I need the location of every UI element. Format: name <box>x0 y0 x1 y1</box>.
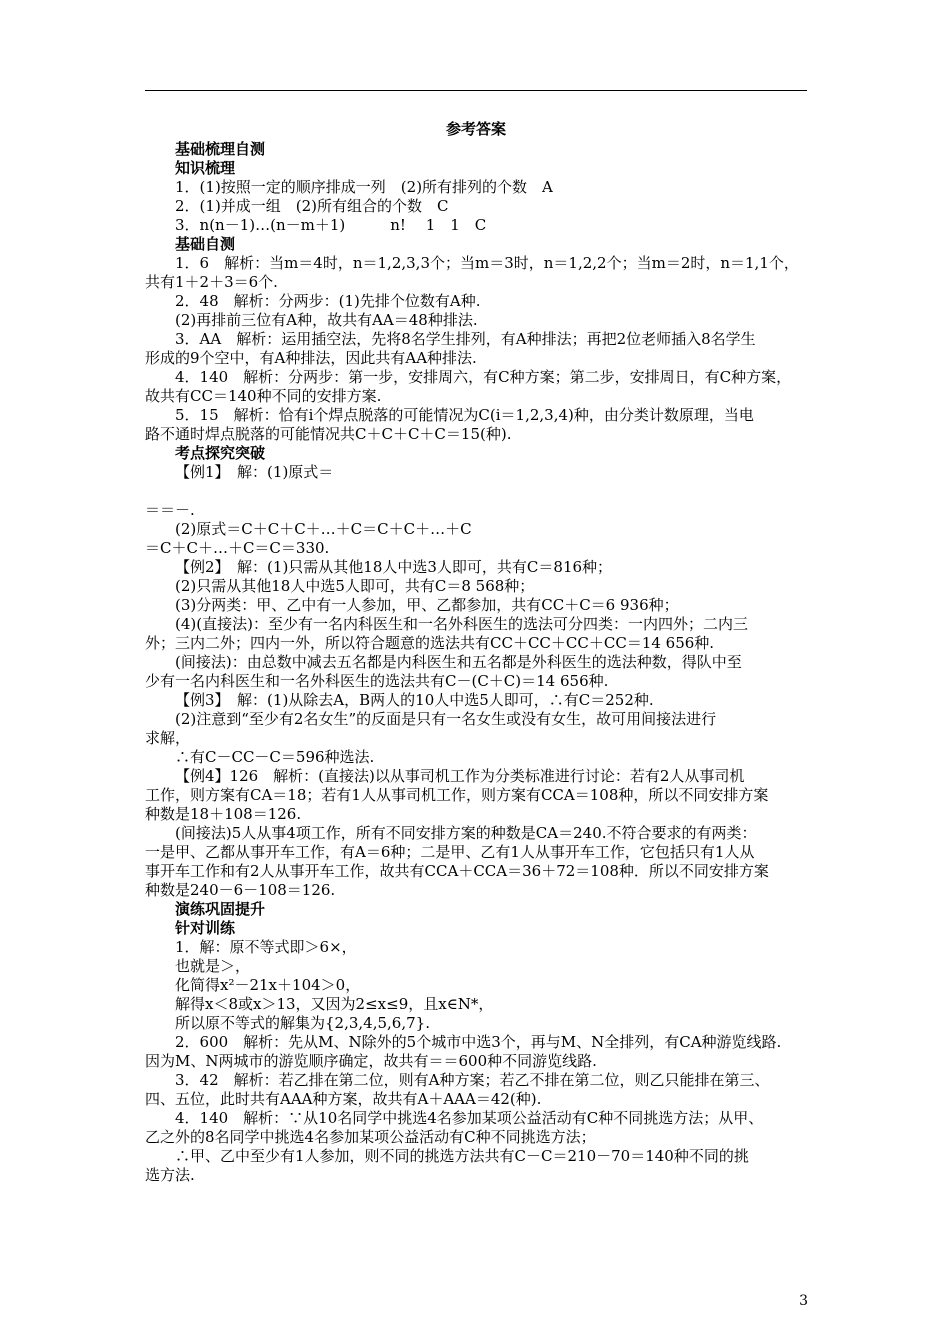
text-line: ∴有C－CC－C＝596种选法. <box>175 748 375 766</box>
section-heading: 考点探究突破 <box>175 444 266 462</box>
text-line: 四、五位，此时共有AAA种方案，故共有A＋AAA＝42(种). <box>145 1090 542 1108</box>
section-heading: 基础梳理自测 <box>175 140 266 158</box>
blank-line <box>145 482 807 501</box>
text-line: (3)分两类：甲、乙中有一人参加，甲、乙都参加，共有CC＋C＝6 936种； <box>175 596 679 614</box>
text-line: (2)原式＝C＋C＋C＋…＋C＝C＋C＋…＋C <box>175 520 472 538</box>
text-line: 解得x＜8或x＞13，又因为2≤x≤9，且x∈N*， <box>175 995 494 1013</box>
text-line: (2)注意到“至少有2名女生”的反面是只有一名女生或没有女生，故可用间接法进行 <box>175 710 717 728</box>
text-line: 2．48 解析：分两步：(1)先排个位数有A种. <box>175 292 481 310</box>
page-title: 参考答案 <box>445 120 506 138</box>
text-line: 共有1＋2＋3＝6个. <box>145 273 278 291</box>
text-line: 4．140 解析：分两步：第一步，安排周六，有C种方案；第二步，安排周日，有C种方案， <box>175 368 792 386</box>
text-line: 1．(1)按照一定的顺序排成一列 (2)所有排列的个数 A <box>175 178 553 196</box>
section-heading: 知识梳理 <box>175 159 236 177</box>
text-line: ＝C＋C＋…＋C＝C＝330. <box>145 539 330 557</box>
text-line: 3．AA 解析：运用插空法，先将8名学生排列，有A种排法；再把2位老师插入8名学生 <box>175 330 756 348</box>
text-line: 化简得x²－21x＋104＞0， <box>175 976 361 994</box>
text-line: (间接法)5人从事4项工作，所有不同安排方案的种数是CA＝240.不符合要求的有两类： <box>175 824 757 842</box>
text-line: 【例1】 解：(1)原式＝ <box>175 463 334 481</box>
text-line: (2)再排前三位有A种，故共有AA＝48种排法. <box>175 311 478 329</box>
section-heading: 基础自测 <box>175 235 236 253</box>
text-line: 因为M、N两城市的游览顺序确定，故共有＝＝600种不同游览线路. <box>145 1052 597 1070</box>
text-line: 所以原不等式的解集为{2,3,4,5,6,7}. <box>175 1014 430 1032</box>
answer-page <box>145 116 807 1185</box>
text-line: 3．n(n－1)…(n－m＋1) n! 1 1 C <box>175 216 487 234</box>
section-heading: 演练巩固提升 <box>175 900 266 918</box>
text-line: 【例4】126 解析：(直接法)以从事司机工作为分类标准进行讨论：若有2人从事司机 <box>175 767 745 785</box>
answer-body <box>145 140 807 1185</box>
text-line: 也就是＞， <box>175 957 251 975</box>
text-line: (4)(直接法)：至少有一名内科医生和一名外科医生的选法可分四类：一内四外；二内三 <box>175 615 748 633</box>
text-line: 事开车工作和有2人从事开车工作，故共有CCA＋CCA＝36＋72＝108种．所以不同安排方案 <box>145 862 769 880</box>
section-heading: 针对训练 <box>175 919 236 937</box>
header-rule <box>145 90 807 91</box>
text-line: 5．15 解析：恰有i个焊点脱落的可能情况为C(i＝1,2,3,4)种，由分类计数原理，当电 <box>175 406 754 424</box>
text-line: 2．600 解析：先从M、N除外的5个城市中选3个，再与M、N全排列，有CA种游览线路. <box>175 1033 782 1051</box>
text-line: 选方法. <box>145 1166 195 1184</box>
text-line: (2)只需从其他18人中选5人即可，共有C＝8 568种； <box>175 577 535 595</box>
text-line: ＝＝－. <box>145 501 195 519</box>
text-line: 求解， <box>145 729 191 747</box>
text-line: 少有一名内科医生和一名外科医生的选法共有C－(C＋C)＝14 656种. <box>145 672 609 690</box>
text-line: 1．6 解析：当m＝4时，n＝1,2,3,3个；当m＝3时，n＝1,2,2个；当m＝2时，n＝1,1个， <box>175 254 799 272</box>
text-line: 形成的9个空中，有A种排法，因此共有AA种排法. <box>145 349 477 367</box>
page-number: 3 <box>799 1293 808 1309</box>
text-line: 种数是18＋108＝126. <box>145 805 302 823</box>
text-line: 4．140 解析：∵从10名同学中挑选4名参加某项公益活动有C种不同挑选方法；从甲、 <box>175 1109 764 1127</box>
text-line: (间接法)：由总数中减去五名都是内科医生和五名都是外科医生的选法种数，得队中至 <box>175 653 742 671</box>
text-line: 工作，则方案有CA＝18；若有1人从事司机工作，则方案有CCA＝108种，所以不同安排方案 <box>145 786 769 804</box>
text-line: 种数是240－6－108＝126. <box>145 881 336 899</box>
text-line: 路不通时焊点脱落的可能情况共C＋C＋C＋C＝15(种). <box>145 425 512 443</box>
text-line: 【例3】 解：(1)从除去A，B两人的10人中选5人即可，∴有C＝252种. <box>175 691 654 709</box>
text-line: 【例2】 解：(1)只需从其他18人中选3人即可，共有C＝816种； <box>175 558 613 576</box>
text-line: 外；三内二外；四内一外，所以符合题意的选法共有CC＋CC＋CC＋CC＝14 656种. <box>145 634 715 652</box>
text-line: 故共有CC＝140种不同的安排方案. <box>145 387 382 405</box>
text-line: 3．42 解析：若乙排在第二位，则有A种方案；若乙不排在第二位，则乙只能排在第三、 <box>175 1071 770 1089</box>
text-line: 1．解：原不等式即＞6×， <box>175 938 357 956</box>
text-line: ∴甲、乙中至少有1人参加，则不同的挑选方法共有C－C＝210－70＝140种不同的挑 <box>175 1147 749 1165</box>
text-line: 一是甲、乙都从事开车工作，有A＝6种；二是甲、乙有1人从事开车工作，它包括只有1人从 <box>145 843 755 861</box>
text-line: 2．(1)并成一组 (2)所有组合的个数 C <box>175 197 449 215</box>
text-line: 乙之外的8名同学中挑选4名参加某项公益活动有C种不同挑选方法； <box>145 1128 596 1146</box>
